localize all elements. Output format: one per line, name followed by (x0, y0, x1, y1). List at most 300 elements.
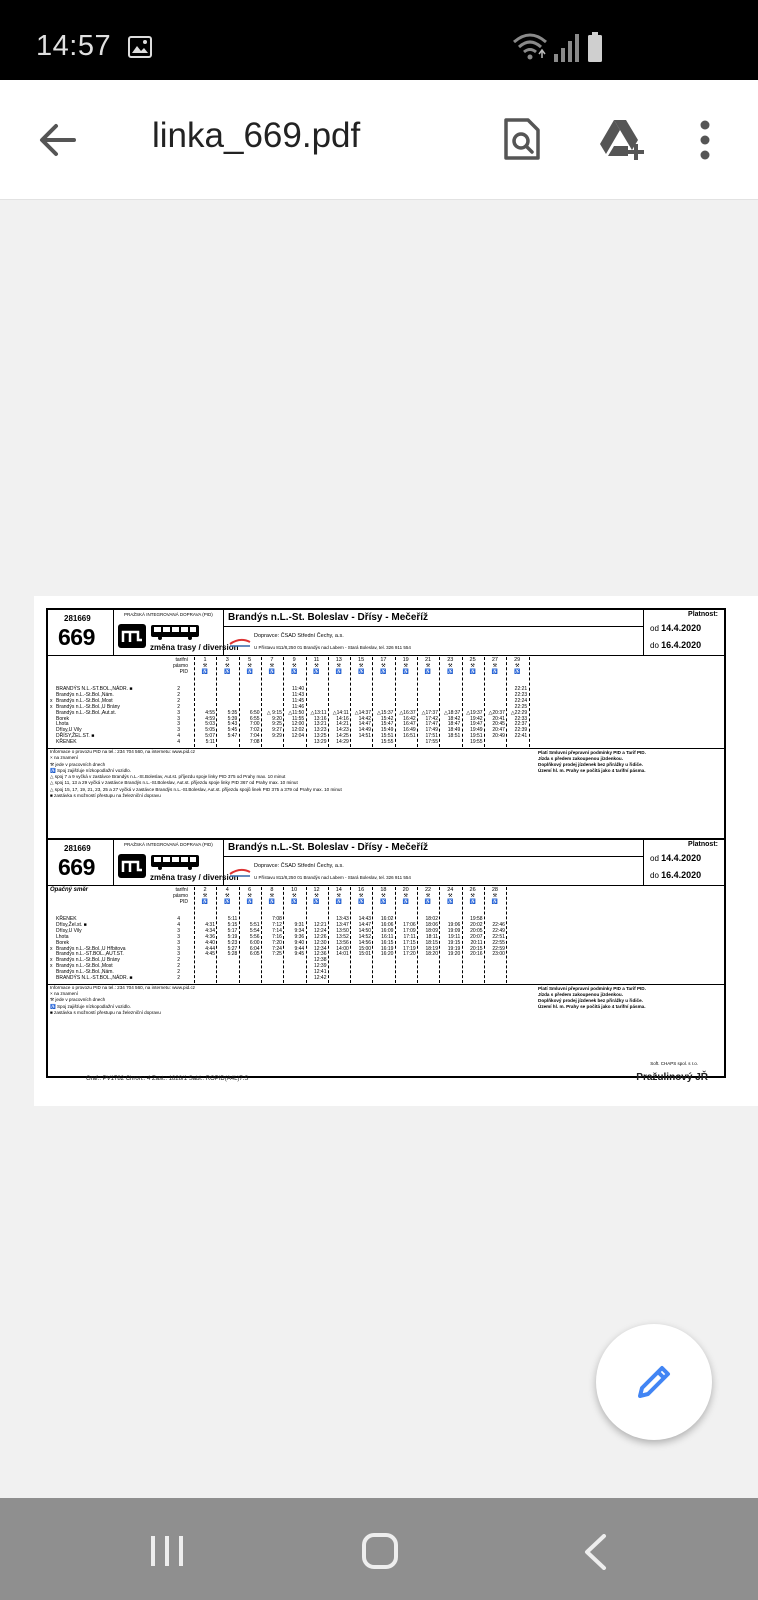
tariff-zone: 2 (177, 969, 180, 976)
departure-time: 14:47 (358, 721, 372, 728)
departure-time: 15:51 (380, 733, 394, 740)
stop-name: Lhota (56, 721, 69, 728)
departure-time: 9:34 (294, 927, 305, 934)
workday-symbol: ⚒ (247, 893, 252, 899)
departure-time: 6:00 (249, 939, 260, 946)
workday-symbol: ⚒ (425, 893, 431, 899)
on-request-mark: x (50, 703, 53, 710)
departure-time: 16:15 (380, 939, 394, 946)
workday-symbol: ⚒ (358, 663, 364, 669)
workday-symbol: ⚒ (425, 663, 431, 669)
workday-symbol: ⚒ (202, 663, 208, 669)
departure-time: 14:25 (336, 733, 349, 740)
departure-time: 20:15 (470, 945, 483, 952)
trip-number: 4 (225, 887, 229, 893)
trip-number: 11 (313, 657, 320, 663)
low-floor-symbol: ♿ (447, 899, 454, 905)
on-request-mark: x (50, 957, 53, 964)
direction-label: Opačný směr (50, 887, 89, 893)
search-document-icon[interactable] (502, 116, 542, 162)
departure-time: 12:21 (313, 921, 327, 928)
departure-time: 12:38 (313, 957, 327, 964)
departure-time: 23:00 (492, 951, 505, 958)
departure-time: 4:45 (205, 951, 215, 958)
departure-time: 18:06 (425, 921, 438, 928)
departure-time: 5:11 (205, 739, 215, 746)
departure-time: 12:00 (291, 721, 305, 728)
tariff-header-line: tarifní (175, 887, 188, 893)
stop-name: Brandýs n.L.-St.Bol.,Aut.st. (56, 709, 117, 716)
operator-address: U Přístavu 811/8,250 01 Brandýs nad Labem - Stará Boleslav, tel. 326 911 554 (254, 645, 411, 650)
signal-icon (554, 34, 579, 62)
timetable-outbound (48, 610, 724, 840)
departure-time: 18:02 (425, 916, 438, 922)
workday-symbol: ⚒ (247, 663, 252, 669)
departure-time: △13:11 (310, 709, 327, 716)
departure-time: 14:00 (336, 945, 349, 952)
workday-symbol: ⚒ (358, 893, 364, 899)
workday-symbol: ⚒ (381, 663, 386, 669)
tariff-zone: 3 (177, 927, 180, 934)
operator-address: U Přístavu 811/8,250 01 Brandýs nad Labem - Stará Boleslav, tel. 326 911 554 (254, 875, 411, 880)
chevron-left-icon[interactable] (582, 1534, 608, 1570)
low-floor-symbol: ♿ (514, 669, 521, 675)
workday-symbol: ⚒ (225, 663, 230, 669)
workday-symbol: ⚒ (492, 663, 498, 669)
workday-symbol: ⚒ (291, 663, 297, 669)
departure-time: 14:43 (358, 916, 372, 922)
departure-time: 17:06 (403, 921, 416, 928)
departure-time: 5:15 (227, 921, 238, 928)
note-line: ♿ Spoj zajišťuje nízkopodlažní vozidlo. (50, 767, 131, 773)
departure-time: 19:15 (447, 939, 461, 946)
departure-time: 7:14 (272, 927, 282, 934)
doc-footer-right: Pražulinový JŘ (636, 1072, 708, 1083)
low-floor-symbol: ♿ (335, 899, 342, 905)
departure-time: 5:35 (227, 709, 238, 716)
timetable-header (48, 610, 724, 656)
departure-time: 22:21 (514, 686, 528, 692)
valid-to: do 16.4.2020 (650, 870, 702, 880)
tariff-zone: 2 (177, 957, 180, 964)
trip-number: 2 (203, 887, 207, 893)
departure-time: 12:04 (291, 733, 305, 740)
departure-time: 17:47 (425, 721, 438, 728)
departure-time: 13:56 (336, 939, 349, 946)
workday-symbol: ⚒ (291, 893, 297, 899)
departure-time: 13:21 (313, 721, 327, 728)
trip-number: 18 (380, 887, 387, 893)
departure-time: 9:29 (272, 733, 282, 740)
on-request-mark: x (50, 963, 53, 970)
stop-name: Brandýs n.L.-St.Bol.,Nám. (56, 691, 114, 698)
low-floor-symbol: ♿ (201, 899, 209, 905)
departure-time: 5:45 (227, 727, 238, 734)
workday-symbol: ⚒ (448, 663, 453, 669)
timetable-sheet (46, 608, 726, 1078)
departure-time: 20:49 (492, 733, 505, 740)
departure-time: 4:40 (205, 939, 215, 946)
low-floor-symbol: ♿ (469, 669, 476, 675)
tariff-zone-header (148, 887, 188, 905)
valid-from: od 14.4.2020 (650, 623, 702, 633)
departure-time: 16:11 (381, 933, 394, 940)
departure-time: 5:43 (227, 721, 238, 728)
departure-time: 9:31 (294, 921, 305, 928)
stop-name: Brandýs n.L.-St.Bol.,U Hřbitova (56, 945, 126, 952)
tariff-note-line: Platí Smluvní přepravní podmínky PID a Tarif PID. (538, 750, 646, 755)
departure-time: 7:16 (272, 933, 282, 940)
trip-number: 12 (313, 887, 320, 893)
departure-time: 5:03 (205, 721, 215, 728)
departure-time: 9:36 (294, 933, 305, 940)
low-floor-symbol: ♿ (380, 899, 387, 905)
home-icon[interactable] (361, 1532, 399, 1570)
departure-time: 20:05 (470, 927, 483, 934)
pid-logo-icon (118, 624, 146, 648)
tariff-zone: 3 (177, 721, 180, 728)
departure-time: 22:49 (492, 927, 505, 934)
trip-number: 15 (358, 657, 365, 663)
workday-symbol: ⚒ (514, 663, 520, 669)
arrow-left-icon[interactable] (38, 120, 78, 160)
low-floor-symbol: ♿ (291, 669, 298, 675)
tariff-zone: 2 (177, 697, 180, 704)
low-floor-symbol: ♿ (357, 899, 365, 905)
low-floor-symbol: ♿ (424, 899, 432, 905)
departure-time: 7:24 (272, 945, 282, 952)
tariff-note-line: Území hl. m. Prahy se počítá jako 4 tarifní pásma. (538, 1003, 646, 1009)
tariff-header-line: pásmo (172, 663, 188, 669)
departure-time: 14:47 (358, 921, 372, 928)
departure-time: 15:00 (358, 945, 372, 952)
departure-time: △18:37 (443, 709, 461, 716)
departure-time: 19:20 (447, 951, 461, 958)
departure-time: 6:04 (249, 945, 260, 952)
timetable-header (48, 840, 724, 886)
departure-time: 19:42 (470, 715, 483, 722)
departure-time: 19:55 (470, 739, 483, 746)
departure-time: 14:50 (358, 927, 372, 934)
departure-time: 22:23 (514, 691, 528, 698)
departure-time: 12:42 (313, 975, 327, 981)
stop-name: KŘENEK (56, 916, 77, 922)
trip-number: 26 (469, 887, 476, 893)
low-floor-symbol: ♿ (402, 899, 409, 905)
departure-time: 20:45 (492, 721, 505, 728)
pdf-page[interactable] (34, 596, 758, 1106)
departure-time: 9:40 (294, 939, 305, 946)
departure-time: △ 9:15 (266, 709, 282, 716)
low-floor-symbol: ♿ (313, 899, 320, 905)
departure-time: 17:19 (403, 945, 416, 952)
tariff-zone: 2 (177, 963, 180, 970)
departure-time: 14:23 (336, 727, 349, 734)
departure-time: 20:02 (470, 921, 483, 928)
trip-number: 1 (203, 657, 207, 663)
departure-time: 16:47 (403, 721, 416, 728)
departure-time: 16:49 (403, 727, 416, 734)
departure-time: 18:15 (425, 939, 438, 946)
trip-number: 27 (491, 657, 498, 663)
pid-logo-icon (118, 854, 146, 878)
departure-time: 17:09 (403, 927, 416, 934)
departure-time: 18:42 (447, 715, 461, 722)
trip-number: 20 (402, 887, 409, 893)
departure-time: 9:25 (272, 721, 282, 728)
departure-time: △16:37 (399, 709, 416, 716)
departure-time: 12:39 (313, 963, 327, 970)
departure-time: 14:29 (336, 739, 349, 746)
stop-name: Dřísy,U Vily (56, 927, 82, 934)
departure-time: 18:11 (425, 933, 438, 940)
departure-time: 18:19 (425, 945, 438, 952)
departure-time: 19:19 (447, 945, 461, 952)
departure-time: 7:08 (249, 739, 260, 746)
trip-number: 16 (358, 887, 365, 893)
nav-bar (0, 1498, 758, 1600)
timetable-notes (50, 749, 342, 799)
departure-time: 14:56 (358, 939, 372, 946)
departure-time: 15:55 (380, 739, 394, 746)
route-title: Brandýs n.L.-St. Boleslav - Dřísy - Mečeříž (228, 842, 429, 853)
workday-symbol: ⚒ (202, 893, 208, 899)
departure-time: 17:11 (403, 933, 416, 940)
tariff-zone: 4 (177, 733, 180, 740)
departure-time: 19:58 (470, 916, 483, 922)
departure-time: 7:25 (272, 951, 282, 958)
departure-time: 16:06 (380, 921, 394, 928)
departure-time: 13:23 (313, 727, 327, 734)
tariff-note-line: Doplňkový prodej jízdenek bez přirážky u řidiče. (538, 762, 643, 767)
trip-number: 9 (292, 657, 296, 663)
departure-time: 5:07 (205, 733, 215, 740)
trip-number: 22 (424, 887, 432, 893)
departure-time: 14:52 (358, 933, 372, 940)
departure-time: 17:49 (425, 727, 438, 734)
diversion-label: změna trasy / diversion (150, 643, 239, 652)
departure-time: 19:47 (470, 721, 483, 728)
departure-time: 12:41 (313, 969, 327, 976)
departure-time: 5:47 (227, 733, 238, 740)
note-line: △ spoj 11, 13 a 29 vyčká v zastávce Brandýs n.L.-St.Boleslav, Aut.st. příjezdu spoje linky PID 367 od Prahy max. 10 minut (50, 780, 298, 786)
departure-time: 14:01 (336, 951, 349, 958)
low-floor-symbol: ♿ (268, 669, 275, 675)
departure-time: 22:59 (492, 945, 505, 952)
battery-icon (588, 32, 602, 62)
departure-time: 16:51 (403, 733, 416, 740)
tariff-note-line: Jízda s předem zakoupenou jízdenkou. (538, 756, 624, 761)
valid-to: do 16.4.2020 (650, 640, 702, 650)
low-floor-symbol: ♿ (357, 669, 365, 675)
departure-time: 22:41 (514, 733, 528, 740)
note-line: △ spoj 7 a 9 vyčká v zastávce Brandýs n.L.-St.Boleslav, Aut.st. příjezdu spoje linky PID 375 od Prahy max. 10 minut (50, 774, 286, 780)
low-floor-symbol: ♿ (380, 669, 387, 675)
workday-symbol: ⚒ (470, 893, 475, 899)
departure-time: 15:42 (380, 715, 394, 722)
column-separator (506, 887, 507, 983)
departure-time: 11:40 (292, 686, 305, 692)
departure-time: 22:24 (514, 697, 528, 704)
departure-time: 11:43 (292, 691, 305, 698)
tariff-note-line: Platí Smluvní přepravní podmínky PID a Tarif PID. (538, 985, 646, 991)
departure-time: 15:49 (380, 727, 394, 734)
departure-time: 11:45 (292, 697, 305, 704)
departure-time: 14:49 (358, 727, 372, 734)
trip-number: 29 (514, 657, 521, 663)
departure-time: 14:51 (358, 733, 372, 740)
low-floor-symbol: ♿ (313, 669, 320, 675)
departure-time: 18:47 (447, 721, 461, 728)
software-credit: Soft. CHAPS spol. s r.o. (650, 1061, 698, 1066)
low-floor-symbol: ♿ (424, 669, 432, 675)
low-floor-symbol: ♿ (201, 669, 209, 675)
valid-from: od 14.4.2020 (650, 853, 702, 863)
tariff-note-line: Území hl. m. Prahy se počítá jako 4 tarifní pásma. (538, 768, 646, 773)
departure-time: 13:43 (336, 916, 349, 922)
stop-name: Brandýs n.L.-St.Bol.,Most (56, 963, 113, 970)
trip-number: 6 (248, 887, 252, 893)
trip-number: 3 (225, 657, 229, 663)
departure-time: 17:55 (425, 739, 438, 746)
departure-time: 12:36 (313, 951, 327, 958)
departure-time: 4:34 (205, 927, 215, 934)
low-floor-symbol: ♿ (491, 669, 498, 675)
departure-time: 19:09 (447, 927, 461, 934)
more-vert-icon[interactable] (700, 120, 710, 160)
stop-name: Borek (56, 715, 70, 722)
note-line: ■ zastávka s možností přestupu na železniční dopravu (50, 1010, 161, 1016)
note-line: × na znamení (50, 755, 78, 761)
doc-footer: Graf.: PV1782 Chron.: 4 Zast.: 1828/1 Sabl.: ROPID(A4L)7.S (86, 1076, 249, 1082)
stop-name: Brandýs n.L.-St.Bol.,Most (56, 697, 113, 704)
timetable-return (48, 840, 724, 1070)
departure-time: 14:42 (358, 715, 372, 722)
tariff-zone: 2 (177, 975, 180, 981)
low-floor-symbol: ♿ (335, 669, 342, 675)
departure-time: 9:20 (272, 715, 282, 722)
workday-symbol: ⚒ (381, 893, 386, 899)
on-request-mark: x (50, 945, 53, 952)
departure-time: 7:08 (272, 916, 282, 922)
workday-symbol: ⚒ (492, 893, 498, 899)
stop-name: BRANDÝS N.L.-ST.BOL.,NÁDR. ■ (56, 975, 133, 981)
workday-symbol: ⚒ (314, 663, 319, 669)
departure-time: 5:39 (227, 715, 238, 722)
tariff-zone: 3 (177, 727, 180, 734)
tariff-zone: 2 (177, 691, 180, 698)
workday-symbol: ⚒ (403, 663, 408, 669)
departure-time: 16:20 (380, 951, 394, 958)
departure-time: △11:50 (288, 709, 305, 716)
tariff-zone: 2 (177, 686, 180, 692)
departure-time: 7:02 (249, 727, 260, 734)
departure-time: 7:12 (272, 921, 282, 928)
departure-time: 4:44 (205, 945, 215, 952)
validity-label: Platnost: (688, 611, 718, 618)
low-floor-symbol: ♿ (469, 899, 476, 905)
workday-symbol: ⚒ (225, 893, 230, 899)
departure-time: 17:20 (403, 951, 416, 958)
low-floor-symbol: ♿ (291, 899, 298, 905)
departure-time: 22:55 (492, 939, 505, 946)
low-floor-symbol: ♿ (246, 669, 253, 675)
departure-time: 5:17 (227, 927, 238, 934)
departure-time: 13:29 (313, 739, 327, 746)
departure-time: 4:55 (205, 709, 215, 716)
departure-time: 15:01 (358, 951, 372, 958)
tariff-zone: 3 (177, 951, 180, 958)
workday-symbol: ⚒ (403, 893, 408, 899)
departure-time: 15:47 (380, 721, 394, 728)
departure-time: 17:42 (425, 715, 438, 722)
departure-time: △17:37 (421, 709, 438, 716)
departure-time: 4:36 (205, 933, 215, 940)
trip-number: 28 (491, 887, 498, 893)
tariff-zone: 3 (177, 709, 180, 716)
workday-symbol: ⚒ (336, 893, 342, 899)
departure-time: 7:20 (272, 939, 282, 946)
departure-time: 6:50 (249, 709, 260, 716)
status-bar (0, 0, 758, 80)
departure-time: 20:07 (470, 933, 483, 940)
departure-time: 7:00 (249, 721, 260, 728)
departure-time: 19:06 (447, 921, 461, 928)
trip-number: 25 (469, 657, 476, 663)
departure-time: 12:26 (313, 933, 327, 940)
departure-time: 12:30 (313, 939, 327, 946)
note-line: Informace o provozu PID na tel.: 234 704 560, na internetu: www.pid.cz (50, 749, 196, 754)
departure-time: 7:04 (249, 733, 260, 740)
note-line: ♿ Spoj zajišťuje nízkopodlažní vozidlo. (50, 1003, 131, 1009)
departure-time: 13:16 (313, 715, 327, 722)
stop-name: Borek (56, 939, 70, 946)
departure-time: 9:45 (294, 951, 305, 958)
departure-time: 4:31 (205, 921, 215, 928)
trip-number: 19 (402, 657, 409, 663)
trip-number: 10 (291, 887, 298, 893)
tariff-zone: 2 (177, 703, 180, 710)
tariff-zone: 4 (177, 916, 180, 922)
departure-time: 12:02 (291, 727, 305, 734)
tariff-notes (538, 986, 646, 1010)
trip-number: 5 (248, 657, 252, 663)
low-floor-symbol: ♿ (268, 899, 275, 905)
departure-time: 11:55 (292, 715, 305, 722)
operator: Dopravce: ČSAD Střední Čechy, a.s. (254, 863, 344, 869)
departure-time: 20:47 (492, 727, 505, 734)
departure-time: 5:28 (227, 951, 238, 958)
departure-time: 19:49 (470, 727, 483, 734)
tariff-zone: 4 (177, 921, 180, 928)
edit-button[interactable] (596, 1324, 712, 1440)
system-icons (512, 30, 612, 64)
departure-time: 12:34 (313, 945, 327, 952)
workday-symbol: ⚒ (336, 663, 342, 669)
departure-time: 5:51 (249, 921, 260, 928)
departure-time: 17:15 (403, 939, 416, 946)
drive-add-icon[interactable] (598, 118, 646, 162)
note-line: ⚒ jede v pracovních dnech (50, 997, 106, 1003)
departure-time: 22:33 (514, 715, 528, 722)
departure-time: 18:51 (447, 733, 461, 740)
recent-apps-icon[interactable] (150, 1534, 184, 1568)
departure-time: 13:47 (336, 921, 349, 928)
route-title: Brandýs n.L.-St. Boleslav - Dřísy - Mečeříž (228, 612, 429, 623)
departure-time: 14:21 (336, 721, 349, 728)
low-floor-symbol: ♿ (491, 899, 498, 905)
on-request-mark: x (50, 697, 53, 704)
